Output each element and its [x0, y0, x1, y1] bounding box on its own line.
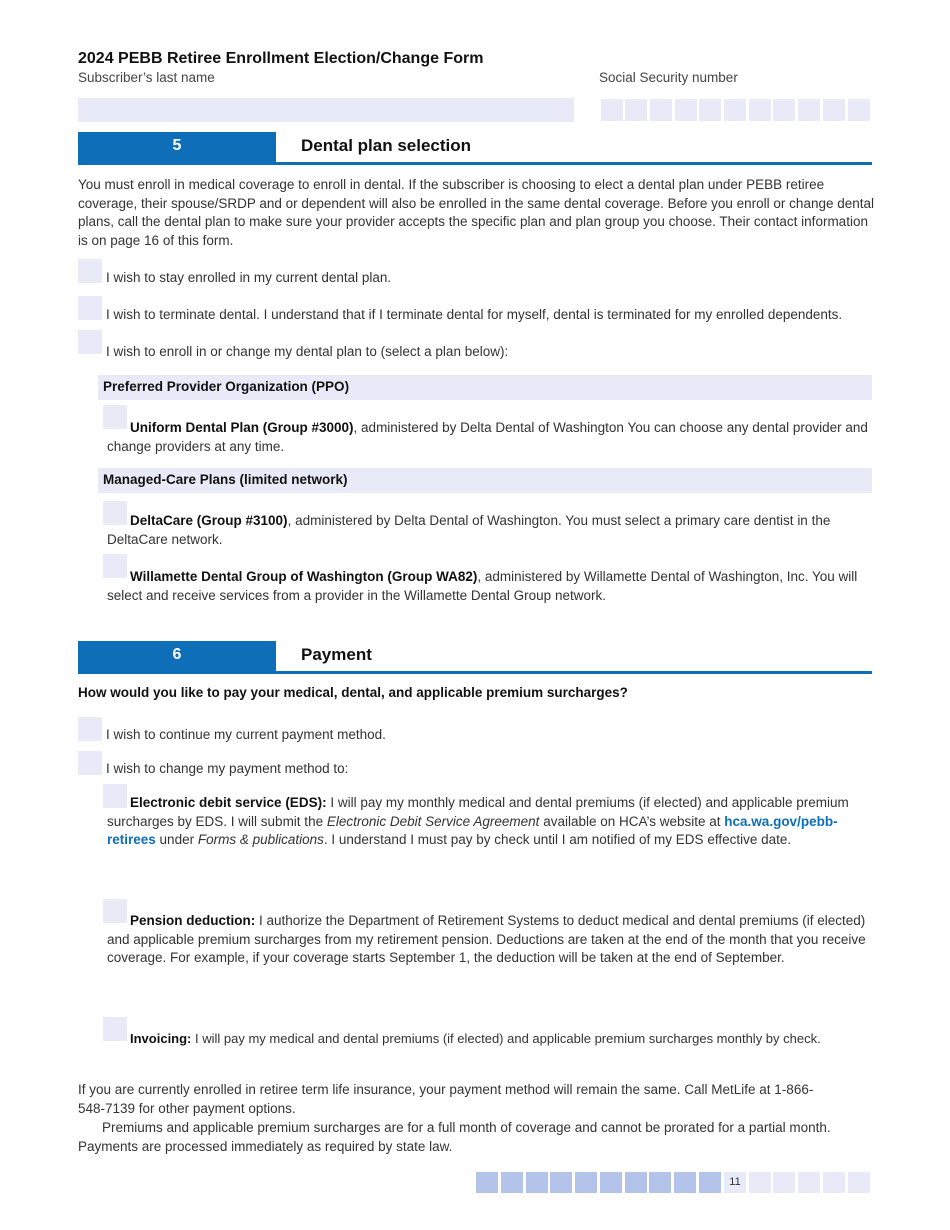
page-tab	[625, 1172, 647, 1193]
page-tab	[699, 1172, 721, 1193]
deltacare-desc: , administered by Delta Dental of Washington. You must select a primary care dentist in the DeltaCare network.	[107, 513, 831, 547]
invoicing-desc: I will pay my medical and dental premiums (if elected) and applicable premium surcharges monthly by check.	[191, 1031, 821, 1046]
stay-enrolled-checkbox[interactable]	[78, 259, 102, 283]
willamette-name: Willamette Dental Group of Washington (Group WA82)	[130, 569, 478, 584]
section-6-number: 6	[78, 641, 276, 671]
invoicing-name: Invoicing:	[130, 1031, 192, 1046]
change-payment-label: I wish to change my payment method to:	[106, 761, 349, 776]
section-5-title: Dental plan selection	[301, 136, 472, 155]
page-tab	[476, 1172, 498, 1193]
terminate-dental-checkbox[interactable]	[78, 296, 102, 320]
managed-care-heading: Managed-Care Plans (limited network)	[98, 468, 872, 493]
eds-text: under	[155, 832, 198, 847]
section-5-header	[78, 132, 872, 165]
deltacare-option	[107, 512, 877, 549]
eds-option	[107, 794, 877, 850]
ssn-label: Social Security number	[599, 70, 738, 85]
ssn-digit-3[interactable]	[650, 99, 672, 121]
invoicing-option	[107, 1030, 877, 1049]
page-tab	[848, 1172, 870, 1193]
section-5-number: 5	[78, 132, 276, 162]
form-title: 2024 PEBB Retiree Enrollment Election/Change Form	[78, 50, 484, 67]
eds-text: available on HCA’s website at	[539, 813, 725, 829]
stay-enrolled-label: I wish to stay enrolled in my current dental plan.	[106, 270, 392, 285]
payment-question: How would you like to pay your medical, dental, and applicable premium surcharges?	[78, 685, 628, 700]
ppo-heading: Preferred Provider Organization (PPO)	[98, 375, 872, 400]
willamette-option	[107, 568, 877, 605]
pension-desc: I authorize the Department of Retirement Systems to deduct medical and dental premiums (if elected) and applicable premium surcharges from my retirement pension. Deductions are taken at the end of the month that you receive coverage. For example, if your coverage starts September 1, the deduction will be taken at the end of September.	[107, 913, 866, 965]
page-tab	[575, 1172, 597, 1193]
last-name-input[interactable]	[78, 98, 574, 122]
page-tab	[773, 1172, 795, 1193]
uniform-dental-name: Uniform Dental Plan (Group #3000)	[130, 420, 354, 435]
deltacare-name: DeltaCare (Group #3100)	[130, 513, 288, 528]
eds-text: I will pay my monthly medical and dental premiums (if elected) and applicable premium surcharges by EDS. I will submit the	[107, 795, 849, 829]
page-tab	[526, 1172, 548, 1193]
ssn-digit-1[interactable]	[601, 99, 623, 121]
ssn-digit-10[interactable]	[823, 99, 845, 121]
ssn-digit-2[interactable]	[625, 99, 647, 121]
willamette-desc: , administered by Willamette Dental of Washington, Inc. You will select and receive services from a provider in the Willamette Dental Group network.	[107, 569, 858, 603]
footer-premiums: Premiums and applicable premium surcharges are for a full month of coverage and cannot be prorated for a partial month. Payments are processed immediately as required by state law.	[78, 1120, 831, 1154]
ssn-digit-7[interactable]	[749, 99, 771, 121]
ssn-digit-11[interactable]	[848, 99, 870, 121]
ssn-digit-4[interactable]	[675, 99, 697, 121]
page-tab	[600, 1172, 622, 1193]
ssn-digit-8[interactable]	[773, 99, 795, 121]
dental-intro: You must enroll in medical coverage to enroll in dental. If the subscriber is choosing to elect a dental plan under PEBB retiree coverage, their spouse/SRDP and or dependent will also be enrolled in the same dental coverage. Before you enroll or change dental plans, call the dental plan to make sure your provider accepts the specific plan and plan group you choose. Their contact information is on page 16 of this form.	[78, 177, 875, 248]
uniform-dental-desc: , administered by Delta Dental of Washington You can choose any dental provider and change providers at any time.	[107, 420, 868, 454]
enroll-change-label: I wish to enroll in or change my dental plan to (select a plan below):	[106, 344, 509, 359]
uniform-dental-option	[107, 419, 877, 456]
section-6-title: Payment	[301, 645, 372, 664]
page-tab	[749, 1172, 771, 1193]
eds-agreement: Electronic Debit Service Agreement	[326, 813, 540, 829]
footer-life-insurance: If you are currently enrolled in retiree term life insurance, your payment method will remain the same. Call MetLife at 1-866-548-7139 for other payment options.	[78, 1082, 814, 1116]
enroll-change-checkbox[interactable]	[78, 330, 102, 354]
pension-option	[107, 912, 877, 968]
page-tab	[823, 1172, 845, 1193]
pension-name: Pension deduction:	[130, 913, 256, 928]
page-number: 11	[724, 1172, 746, 1193]
ssn-digit-6[interactable]	[724, 99, 746, 121]
ssn-digit-5[interactable]	[699, 99, 721, 121]
change-payment-checkbox[interactable]	[78, 751, 102, 775]
page-tab	[674, 1172, 696, 1193]
page-tab	[649, 1172, 671, 1193]
forms-publications: Forms & publications	[197, 832, 324, 847]
hca-website-link[interactable]: hca.wa.gov/pebb-retirees	[107, 813, 838, 847]
page-tab	[550, 1172, 572, 1193]
page-tab	[798, 1172, 820, 1193]
page-tab	[501, 1172, 523, 1193]
ssn-digit-9[interactable]	[798, 99, 820, 121]
continue-payment-checkbox[interactable]	[78, 717, 102, 741]
eds-text: . I understand I must pay by check until I am notified of my EDS effective date.	[323, 832, 792, 847]
continue-payment-label: I wish to continue my current payment method.	[106, 727, 386, 742]
terminate-dental-label: I wish to terminate dental. I understand that if I terminate dental for myself, dental is terminated for my enrolled dependents.	[106, 307, 843, 322]
section-6-header	[78, 641, 872, 674]
eds-name: Electronic debit service (EDS):	[130, 795, 327, 810]
last-name-label: Subscriber’s last name	[78, 70, 215, 85]
